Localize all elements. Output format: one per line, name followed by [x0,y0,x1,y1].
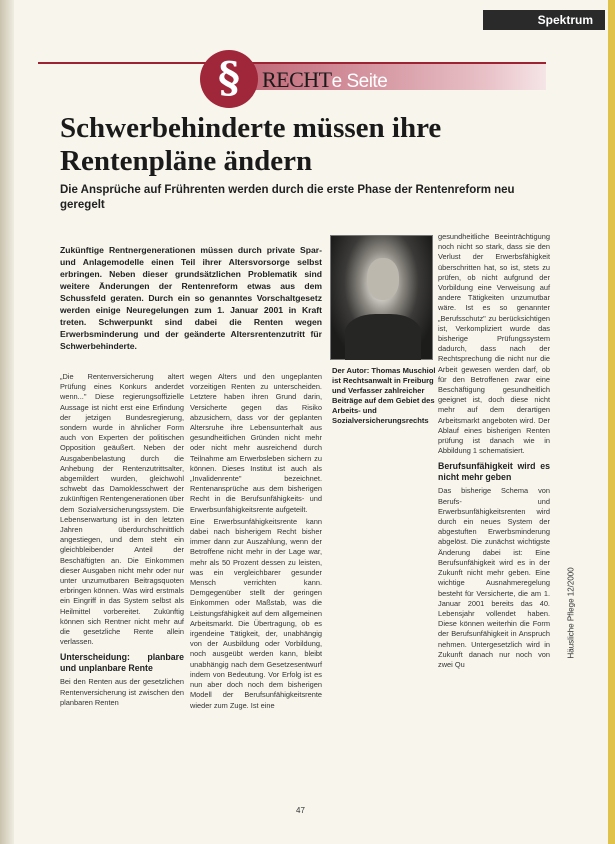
article-lead: Zukünftige Rentnergenerationen müssen durch private Spar- und Anlagemodelle einen Teil ihrer Altersvorsorge selbst erbringen. Neben dieser grundsätzlichen Problematik sind weitere Änderungen der Rentenreform etwas aus dem Schussfeld geraten. Durch ein so genanntes Vorschaltgesetz werden einige Neuregelungen zum 1. Januar 2001 in Kraft treten. Schwerpunkt sind dabei die Renten wegen Erwerbsminderung und der geänderte Altersrentenzutritt für Schwerbehinderte. [60,245,322,351]
body-paragraph: Das bisherige Schema von Berufs- und Erwerbsunfähigkeitsrenten wird durch ein neues System der abgestuften Erwerbsminderung abgelöst. Die zunächst wichtigste Änderung dabei ist: Eine Berufsunfähigkeit wird es in der Zukunft nicht mehr geben. Eine wichtige Ausnahmeregelung besteht für Versicherte, die am 1. Januar 2001 bereits das 40. Lebensjahr vollendet haben. Diese können weiterhin die Form der Berufsunfähigkeit in Anspruch nehmen. Untergesetzlich wird in Zukunft danach nur noch von zwei Qu [438,486,550,669]
body-column-2 [190,372,322,711]
issue-reference-text: Häusliche Pflege 12/2000 [566,567,576,659]
column-title [262,67,387,93]
article-subhead: Die Ansprüche auf Frührenten werden durch die erste Phase der Rentenreform neu geregelt [60,184,515,211]
body-subheading: Berufsunfähigkeit wird es nicht mehr geben [438,461,550,483]
page-number: 47 [296,806,305,815]
page-binding-shadow [0,0,14,844]
body-paragraph: Eine Erwerbsunfähigkeitsrente kann dabei nach bisherigem Recht bisher immer dann zur Auszahlung, wenn der Betroffene nicht mehr in der Lage war, mehr als 50 Prozent dessen zu leisten, was ein vergleichbarer gesunder Mensch verrichten kann. Demgegenüber stellt der geringen Einkommen oder Maßstab, was die Leistungsfähigkeit auf dem allgemeinen Arbeitsmarkt. Die Übertragung, ob es irgendeine Tätigkeit, der, unabhängig von der Ausbildung oder Vorbildung, noch ausgeübt werden kann, bleibt unabhängig nach dem Gesetzesentwurf indem von Bedeutung. Vor Erfolg ist es nun aber doch noch dem bisherigen Modell der Berufsunfähigkeitsrente wieder zum Zuge. Ist eine [190,516,322,710]
issue-reference [563,540,577,660]
article-headline: Schwerbehinderte müssen ihre Rentenpläne ändern [60,112,442,177]
paragraph-symbol-icon: § [200,50,258,108]
body-paragraph: Bei den Renten aus der gesetzlichen Rentenversicherung ist zwischen den planbaren Renten [60,677,184,707]
body-paragraph: wegen Alters und den ungeplanten vorzeitigen Renten zu unterscheiden. Letztere haben ihren Grund darin, Versicherte gegen das Risiko abzusichern, dass vor der geplanten Altersruhe ihre Lebensunterhalt aus gesundheitlichen Gründen nicht mehr oder nicht mehr ausreichend durch Teilnahme am Erwerbsleben sichern zu können. Dieses Institut ist auch als „Invalidenrente" bezeichnet. Rentenansprüche aus dem bisherigen Recht in die Berufsunfähigkeits- und Erwerbsunfähigkeitsrente aufgeteilt. [190,372,322,514]
section-tag: Spektrum [483,10,605,30]
body-paragraph: „Die Rentenversicherung altert Prüfung eines Konkurs anderdet wenn..." Diese regierungsoffizielle Aussage ist nicht erst eine Erfindung der jetzigen Bundesregierung, sondern wurde in ähnlicher Form auch von Experten der politischen Opposition geäußert. Neben der Ausgabenbelastung durch die Anhebung der Rentenzutrittsalter, abgemildert wurden, gleichwohl schwebt das Damoklesschwert der zukünftigen Rentengenerationen über dem Sozialversicherungssystem. Die Lebenserwartung ist in den letzten Jahren überdurchschnittlich angestiegen, und dem steht ein gleichbleibender Anteil der Beschäftigten an. Die Einkommen dieser Ausgaben nicht mehr oder nur unter unzumutbaren Beitragsquoten erbringen können. Was wird erstmals ein Eingriff in das System selbst als Heilmittel vorbereitet. Zukünftig können sich Rentner nicht mehr auf die gesetzliche Rente allein verlassen. [60,372,184,647]
author-photo-body [345,314,421,360]
author-photo-face [367,258,399,300]
column-title-suffix: e Seite [331,71,388,92]
body-paragraph: gesundheitliche Beeinträchtigung noch nicht so stark, dass sie den Verlust der Erwerbsfähigkeit überschritten hat, so ist, stets zu prüfen, ob nicht aufgrund der Vorbildung eine Verweisung auf andere Tätigkeiten unzumutbar wäre. Ist es so genannter „Berufsschutz" zu berücksichtigen ist, Verkompliziert wurde das bisherige Prüfungssystem dadurch, dass nach der Rechtsprechung die nicht nur die Arbeit gewesen werden darf, ob für den Betroffenen zwar eine Beschäftigung gesundheitlich geeignet ist, doch diese nicht mehr auf dem derartigen Arbeitsmarkt angeboten wird. Der Ablauf eines bisherigen Renten prüfung ist danach wie in Abbildung 1 schematisiert. [438,232,550,456]
body-column-1 [60,372,184,708]
body-subheading: Unterscheidung: planbare und unplanbare Rente [60,652,184,674]
author-photo [330,235,433,360]
author-caption: Der Autor: Thomas Muschiol ist Rechtsanwalt in Freiburg und Verfasser zahlreicher Beiträge auf dem Gebiet des Arbeits- und Sozialversicherungsrechts [332,366,436,425]
column-title-main: RECHT [262,67,332,92]
page-edge-stripe [608,0,615,844]
body-column-3 [438,232,550,670]
